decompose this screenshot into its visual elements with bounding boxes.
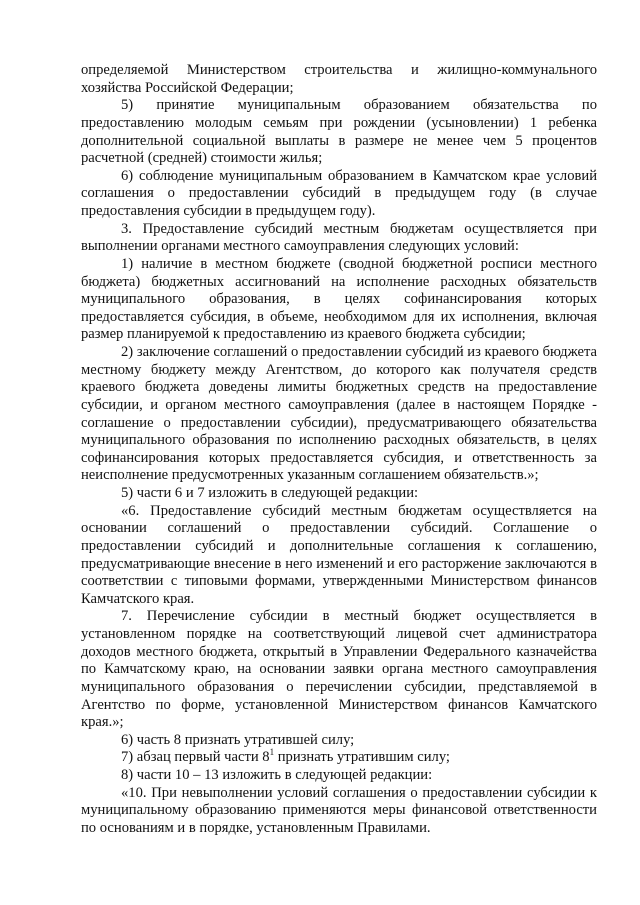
- amendment-7-text-before: 7) абзац первый части 8: [121, 749, 270, 766]
- superscript-number: 1: [269, 747, 275, 758]
- amendment-7-text-after: признать утратившим силу;: [274, 749, 450, 766]
- paragraph-section-3: 3. Предоставление субсидий местным бюджетам осуществляется при выполнении органами местного самоуправления следующих условий:: [81, 220, 597, 255]
- paragraph-part-6: «6. Предоставление субсидий местным бюджетам осуществляется на основании соглашений о предоставлении субсидий. Соглашение о предоставлении субсидий и дополнительные соглашения к соглашению, предусматривающие внесение в него изменений и его расторжение заключаются в соответствии с типовыми формами, утвержденными Министерством финансов Камчатского края.: [81, 502, 597, 607]
- paragraph-amendment-5: 5) части 6 и 7 изложить в следующей редакции:: [121, 485, 419, 501]
- paragraph-part-10: «10. При невыполнении условий соглашения о предоставлении субсидии к муниципальному образованию применяются меры финансовой ответственности по основаниям и в порядке, установленным Правилами.: [81, 784, 597, 836]
- paragraph-item-5: 5) принятие муниципальным образованием обязательства по предоставлению молодым семьям при рождении (усыновлении) 1 ребенка дополнительной социальной выплаты в размере не менее чем 5 процентов расчетной (средней) стоимости жилья;: [81, 97, 597, 167]
- paragraph-condition-2: 2) заключение соглашений о предоставлении субсидий из краевого бюджета местному бюджету между Агентством, до которого как получателя средств краевого бюджета доведены лимиты бюджетных средств на предоставление субсидии, и органом местного самоуправления (далее в настоящем Порядке - соглашение о предоставлении субсидии), предусматривающего обязательства муниципального образования по исполнению расходных обязательств, в целях софинансирования которых предоставляется субсидия, и ответственность за неисполнение предусмотренных указанным соглашением обязательств.»;: [81, 344, 597, 484]
- paragraph-amendment-8: 8) части 10 – 13 изложить в следующей редакции:: [121, 767, 433, 783]
- paragraph-amendment-6: 6) часть 8 признать утратившей силу;: [121, 731, 355, 748]
- paragraph-amendment-7: [81, 749, 597, 767]
- paragraph-condition-1: 1) наличие в местном бюджете (сводной бюджетной росписи местного бюджета) бюджетных ассигнований на исполнение расходных обязательств муниципального образования, в целях софинансирования которых предоставляется субсидия, в объеме, необходимом для их исполнения, включая размер планируемой к предоставлению из краевого бюджета субсидии;: [81, 255, 597, 343]
- paragraph-continuation: определяемой Министерством строительства и жилищно-коммунального хозяйства Российской Федерации;: [81, 62, 597, 96]
- document-body: [81, 62, 597, 838]
- paragraph-part-7: 7. Перечисление субсидии в местный бюджет осуществляется в установленном порядке на соответствующий лицевой счет администратора доходов местного бюджета, открытый в Управлении Федерального казначейства по Камчатскому краю, на основании заявки органа местного самоуправления муниципального образования о перечислении субсидии, представляемой в Агентство по форме, установленной Министерством финансов Камчатского края.»;: [81, 608, 597, 731]
- paragraph-item-6: 6) соблюдение муниципальным образованием в Камчатском крае условий соглашения о предоставлении субсидий в предыдущем году (в случае предоставления субсидии в предыдущем году).: [81, 167, 597, 219]
